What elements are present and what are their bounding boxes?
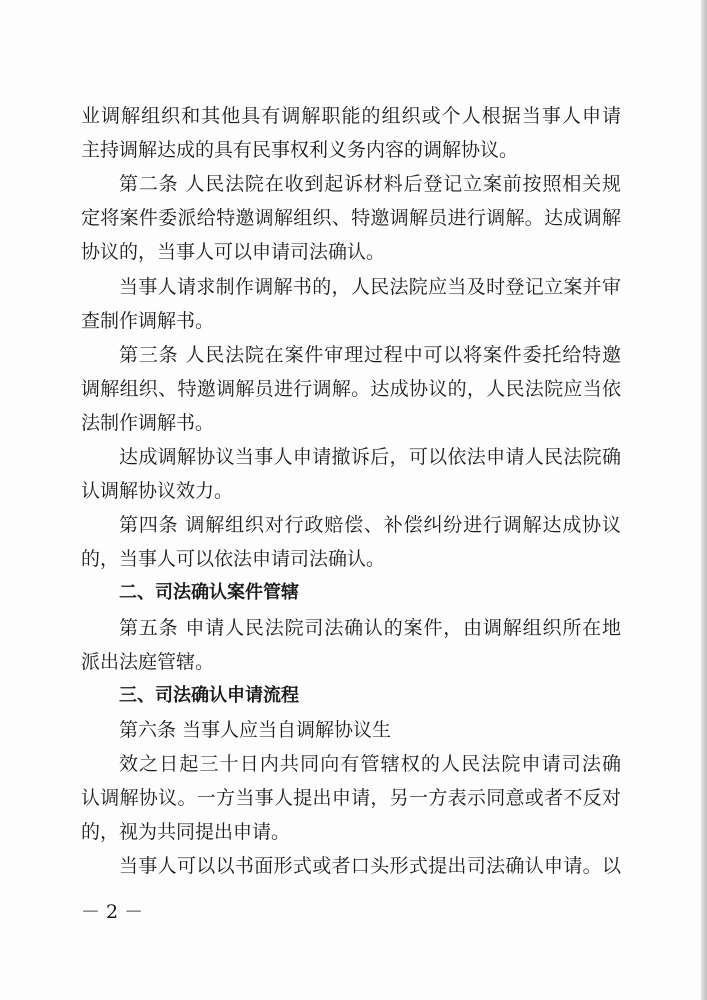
paragraph-line: 协议的，当事人可以申请司法确认。 bbox=[81, 241, 386, 264]
page-edge-shadow bbox=[701, 0, 707, 1000]
article-6-line: 第六条 当事人应当自调解协议生 bbox=[119, 718, 392, 741]
paragraph-line: 的，当事人可以依法申请司法确认。 bbox=[81, 548, 386, 571]
paragraph-line: 主持调解达成的具有民事权利义务内容的调解协议。 bbox=[81, 139, 519, 162]
article-5-line: 第五条 申请人民法院司法确认的案件，由调解组织所在地 bbox=[119, 616, 621, 639]
paragraph-line: 达成调解协议当事人申请撤诉后，可以依法申请人民法院确 bbox=[119, 446, 621, 468]
paragraph-line: 当事人可以以书面形式或者口头形式提出司法确认申请。以 bbox=[119, 855, 621, 878]
section-heading-3: 三、司法确认申请流程 bbox=[119, 684, 299, 706]
paragraph-line: 业调解组织和其他具有调解职能的组织或个人根据当事人申请 bbox=[81, 105, 621, 127]
paragraph-line: 的，视为共同提出申请。 bbox=[81, 821, 291, 844]
paragraph-line: 法制作调解书。 bbox=[81, 411, 215, 434]
paragraph-line: 认调解协议效力。 bbox=[81, 480, 234, 503]
paragraph-line: 认调解协议。一方当事人提出申请，另一方表示同意或者不反对 bbox=[81, 787, 621, 809]
page-number: － 2 － bbox=[81, 901, 144, 923]
paragraph-line: 查制作调解书。 bbox=[81, 309, 215, 332]
paragraph-line: 定将案件委派给特邀调解组织、特邀调解员进行调解。达成调解 bbox=[81, 207, 621, 230]
paragraph-line: 派出法庭管辖。 bbox=[81, 650, 215, 673]
article-3-line: 第三条 人民法院在案件审理过程中可以将案件委托给特邀 bbox=[119, 343, 621, 366]
paragraph-line: 当事人请求制作调解书的，人民法院应当及时登记立案并审 bbox=[119, 275, 621, 298]
article-4-line: 第四条 调解组织对行政赔偿、补偿纠纷进行调解达成协议 bbox=[119, 514, 621, 537]
section-heading-2: 二、司法确认案件管辖 bbox=[119, 582, 299, 604]
paragraph-line: 效之日起三十日内共同向有管辖权的人民法院申请司法确 bbox=[119, 752, 621, 775]
paragraph-line: 调解组织、特邀调解员进行调解。达成协议的，人民法院应当依 bbox=[81, 377, 621, 400]
article-2-line: 第二条 人民法院在收到起诉材料后登记立案前按照相关规 bbox=[119, 173, 621, 196]
